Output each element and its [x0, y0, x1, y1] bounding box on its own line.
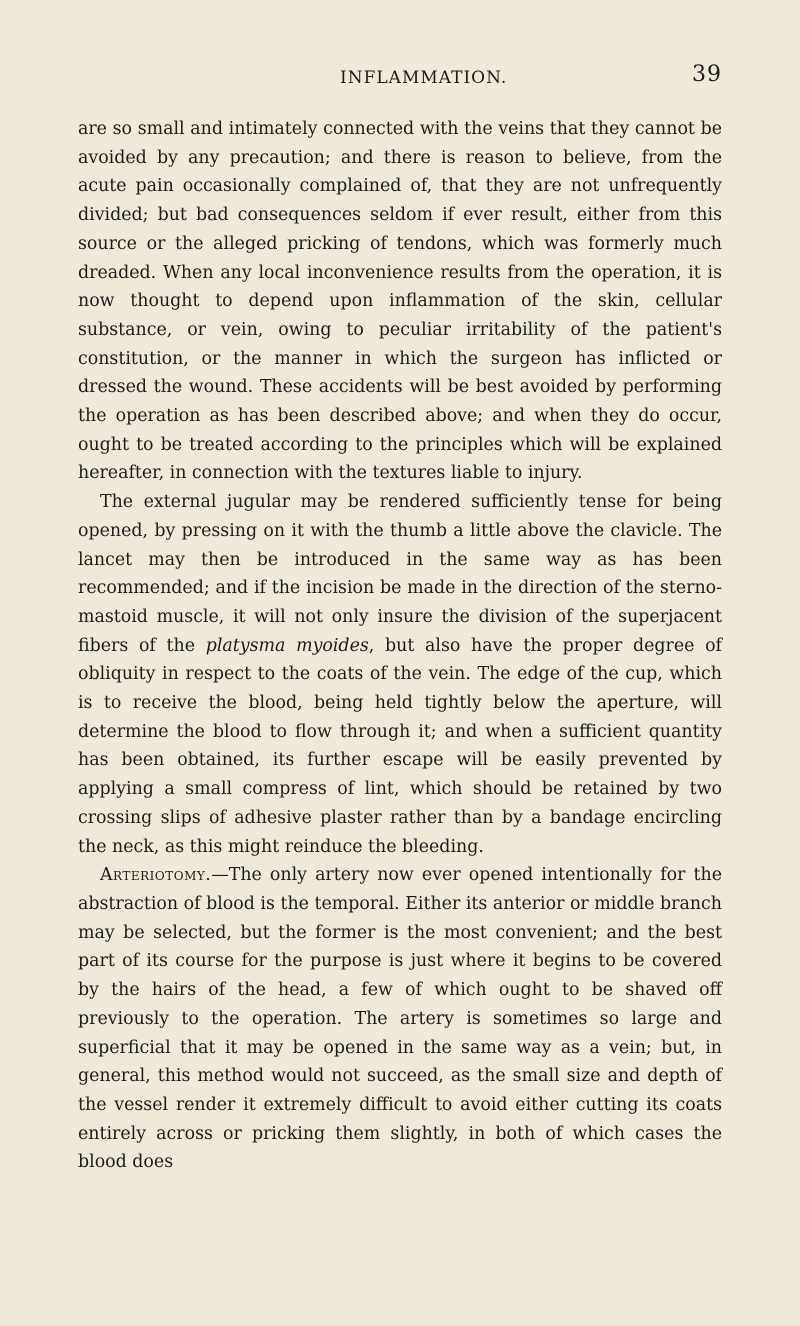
paragraph-external-jugular: [78, 488, 722, 861]
paragraph-text: —The only artery now ever opened intentionally for the abstraction of blood is the temporal. Either its anterior or middle branch may be selected, but the former is the most convenient; and the best part of its course for the purpose is just where it begins to be covered by the hairs of the head, a few of which ought to be shaved off previously to the operation. The artery is sometimes so large and superficial that it may be opened in the same way as a vein; but, in general, this method would not succeed, as the small size and depth of the vessel render it extremely difficult to avoid either cutting its coats entirely across or pricking them slightly, in both of which cases the blood does: [78, 865, 722, 1173]
section-heading: Arteriotomy.: [100, 865, 212, 886]
paragraph-arteriotomy: [78, 861, 722, 1177]
page-number: 39: [692, 62, 722, 87]
paragraph-text: The external jugular may be rendered sufficiently tense for being opened, by pressing on it with the thumb a little above the clavicle. The lancet may then be introduced in the same way as has been recommended; and if the incision be made in the direction of the sterno-mastoid muscle, it will not only insure the division of the superjacent fibers of the: [78, 492, 722, 656]
running-head: [0, 62, 800, 94]
running-title: INFLAMMATION.: [340, 68, 508, 88]
paragraph-text: are so small and intimately connected with the veins that they cannot be avoided by any precaution; and there is reason to believe, from the acute pain occasionally complained of, that they are not unfrequently divided; but bad consequences seldom if ever result, either from this source or the alleged pricking of tendons, which was formerly much dreaded. When any local inconvenience results from the operation, it is now thought to depend upon inflammation of the skin, cellular substance, or vein, owing to peculiar irritability of the patient's constitution, or the manner in which the surgeon has inflicted or dressed the wound. These accidents will be best avoided by performing the operation as has been described above; and when they do occur, ought to be treated according to the principles which will be explained hereafter, in connection with the textures liable to injury.: [78, 119, 722, 484]
paragraph-text: , but also have the proper degree of obliquity in respect to the coats of the vein. The edge of the cup, which is to receive the blood, being held tightly below the aperture, will determine the blood to flow through it; and when a sufficient quantity has been obtained, its further escape will be easily prevented by applying a small compress of lint, which should be retained by two crossing slips of adhesive plaster rather than by a bandage encircling the neck, as this might reinduce the bleeding.: [78, 635, 722, 857]
paragraph-continued: [78, 115, 722, 488]
italic-term: platysma myoides: [205, 635, 369, 656]
body-text: [78, 115, 722, 1177]
